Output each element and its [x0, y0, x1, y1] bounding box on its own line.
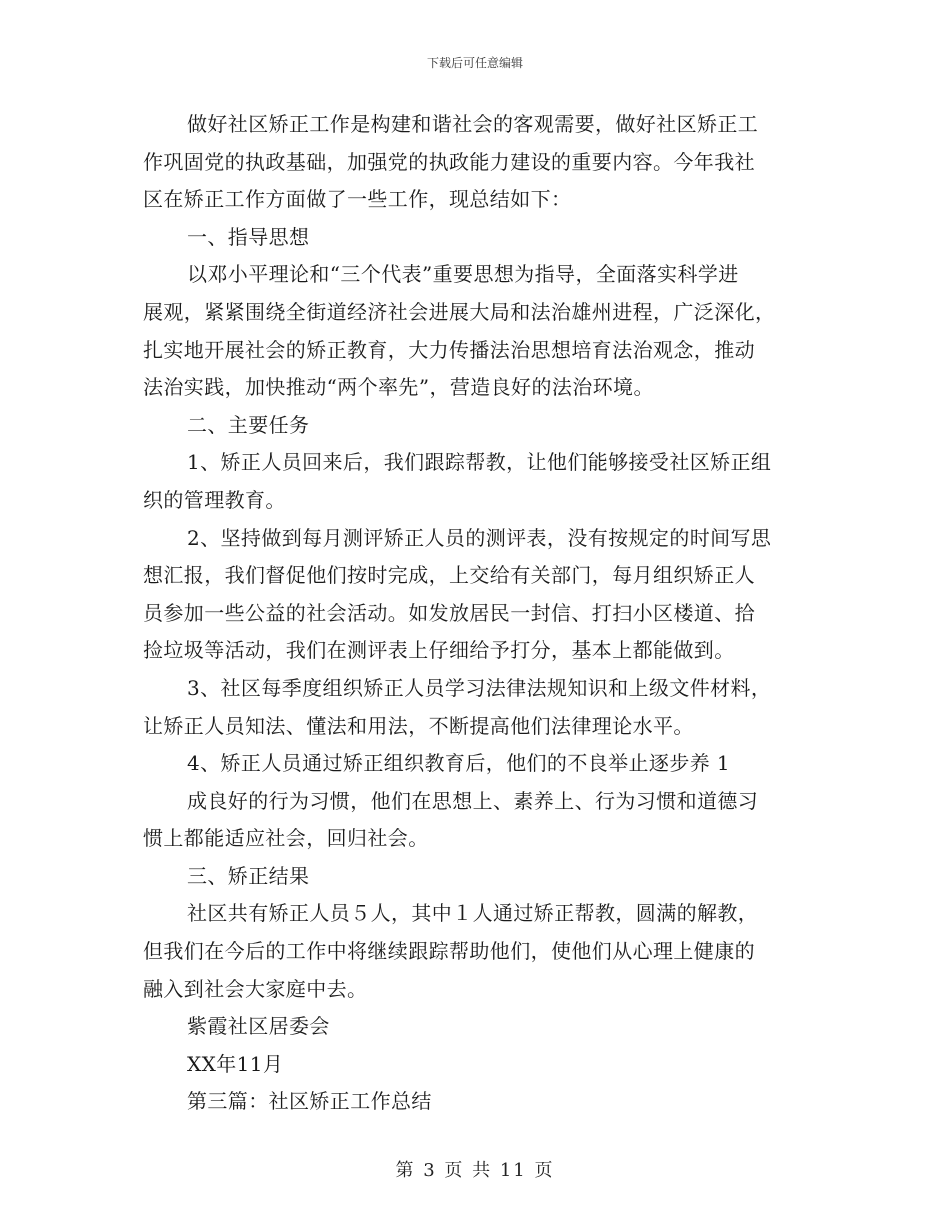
- text-line: 扎实地开展社会的矫正教育，大力传播法治思想培育法治观念，推动: [143, 337, 755, 362]
- text-line: 法治实践，加快推动“两个率先”，营造良好的法治环境。: [143, 375, 654, 400]
- text-line: 成良好的行为习惯，他们在思想上、素养上、行为习惯和道德习: [187, 788, 759, 813]
- text-line: 捡垃圾等活动，我们在测评表上仔细给予打分，基本上都能做到。: [143, 638, 735, 663]
- text-line: 织的管理教育。: [143, 487, 286, 512]
- text-line: 员参加一些公益的社会活动。如发放居民一封信、打扫小区楼道、拾: [143, 600, 755, 625]
- text-line: 第三篇：社区矫正工作总结: [187, 1089, 432, 1114]
- text-line: 一、指导思想: [187, 224, 310, 249]
- text-line: 4、矫正人员通过矫正组织教育后，他们的不良举止逐步养 1: [187, 751, 731, 776]
- text-line: XX年11月: [187, 1051, 284, 1076]
- text-line: 融入到社会大家庭中去。: [143, 976, 368, 1001]
- text-line: 让矫正人员知法、懂法和用法，不断提高他们法律理论水平。: [143, 713, 694, 738]
- page-header: 下载后可任意编辑: [426, 56, 523, 70]
- text-line: 社区共有矫正人员５人，其中１人通过矫正帮教，圆满的解教，: [187, 901, 759, 926]
- text-line: 惯上都能适应社会，回归社会。: [143, 826, 429, 851]
- text-line: 区在矫正工作方面做了一些工作，现总结如下：: [143, 187, 572, 212]
- text-line: 2、坚持做到每月测评矫正人员的测评表，没有按规定的时间写思: [187, 525, 772, 550]
- text-line: 以邓小平理论和“三个代表”重要思想为指导，全面落实科学进: [187, 262, 739, 287]
- text-line: 展观，紧紧围绕全街道经济社会进展大局和法治雄州进程，广泛深化，: [143, 299, 776, 324]
- text-line: 二、主要任务: [187, 412, 310, 437]
- text-line: 但我们在今后的工作中将继续跟踪帮助他们，使他们从心理上健康的: [143, 939, 755, 964]
- text-line: 3、社区每季度组织矫正人员学习法律法规知识和上级文件材料，: [187, 675, 772, 700]
- text-line: 1、矫正人员回来后，我们跟踪帮教，让他们能够接受社区矫正组: [187, 450, 772, 475]
- document-body: [143, 106, 808, 1121]
- text-line: 想汇报，我们督促他们按时完成，上交给有关部门，每月组织矫正人: [143, 563, 755, 588]
- text-line: 三、矫正结果: [187, 863, 310, 888]
- text-line: 作巩固党的执政基础，加强党的执政能力建设的重要内容。今年我社: [143, 149, 755, 174]
- text-line: 紫霞社区居委会: [187, 1014, 330, 1039]
- page-footer: 第 3 页 共 11 页: [395, 1160, 555, 1181]
- text-line: 做好社区矫正工作是构建和谐社会的客观需要，做好社区矫正工: [187, 112, 759, 136]
